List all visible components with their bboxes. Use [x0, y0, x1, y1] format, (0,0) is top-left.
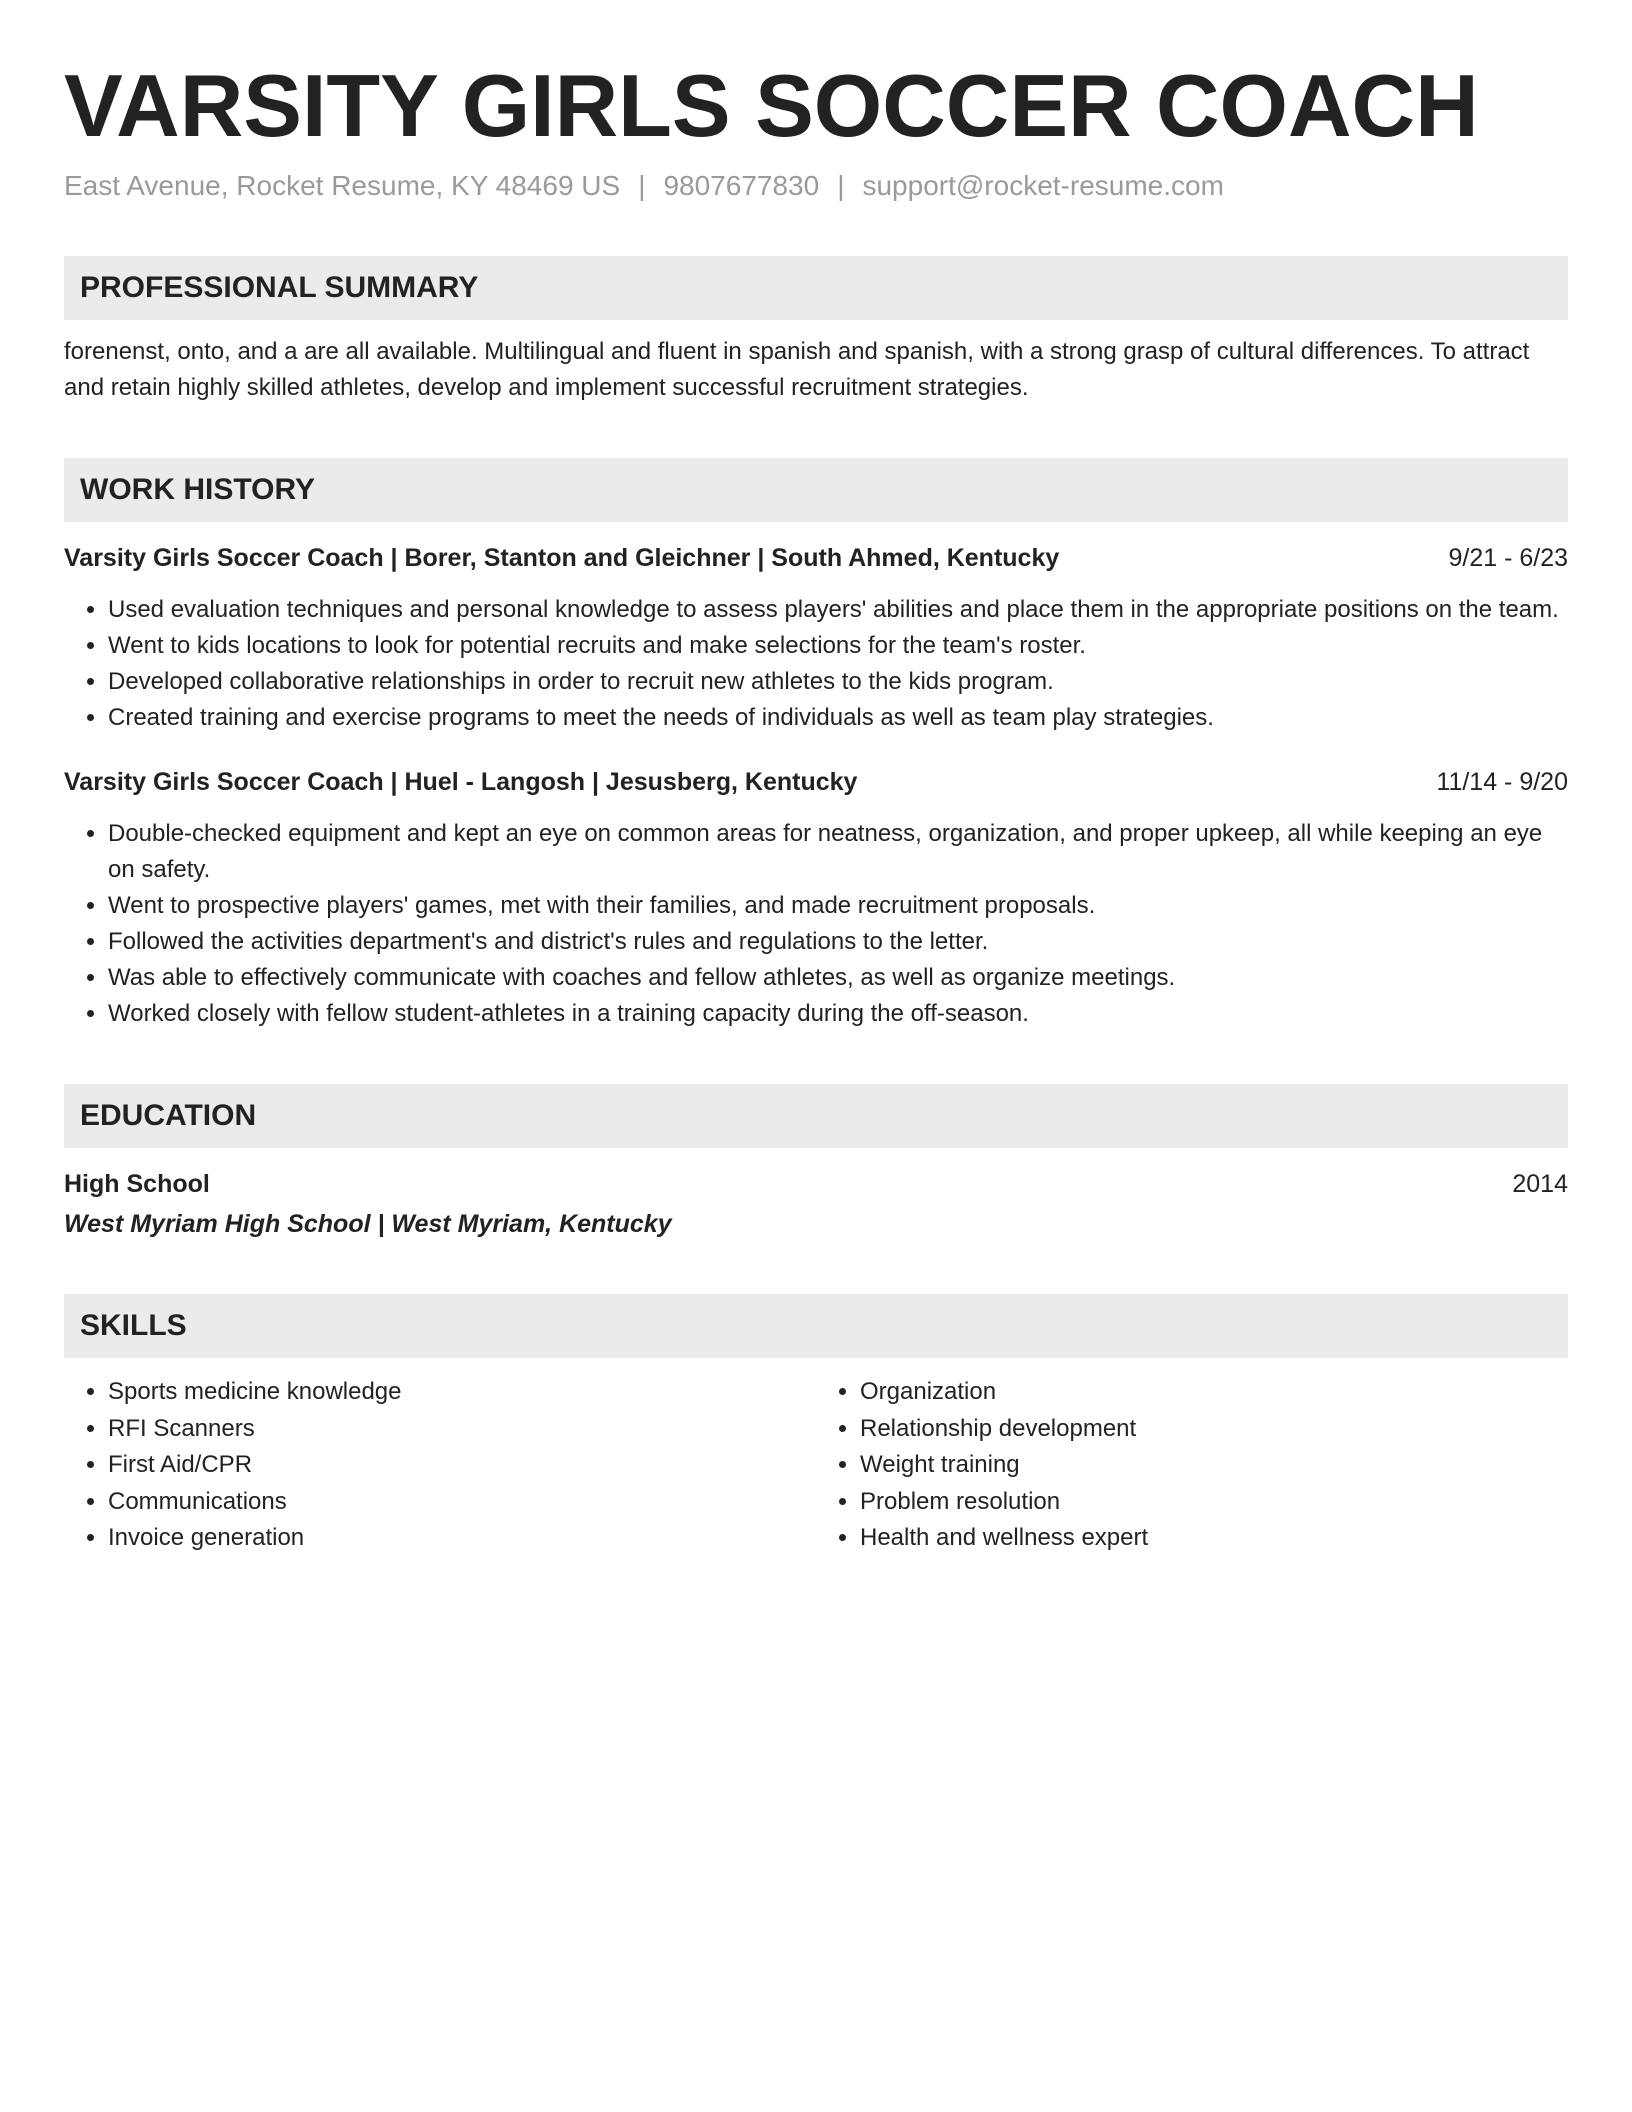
education-entry [64, 1166, 1568, 1242]
skills-list-right [816, 1374, 1568, 1557]
job-title: Varsity Girls Soccer Coach | Huel - Langosh | Jesusberg, Kentucky [64, 768, 858, 796]
job-bullet: • Created training and exercise programs to meet the needs of individuals as well as team play strategies. [108, 700, 1568, 736]
job-bullet: • Worked closely with fellow student-athletes in a training capacity during the off-season. [108, 996, 1568, 1032]
skill-item: • RFI Scanners [108, 1411, 816, 1448]
job-bullet: • Went to prospective players' games, met with their families, and made recruitment proposals. [108, 888, 1568, 924]
job-title: Varsity Girls Soccer Coach | Borer, Stanton and Gleichner | South Ahmed, Kentucky [64, 544, 1060, 572]
education-header [64, 1166, 1568, 1202]
job-entry [64, 540, 1568, 736]
job-bullet: • Used evaluation techniques and personal knowledge to assess players' abilities and place them in the appropriate positions on the team. [108, 592, 1568, 628]
job-bullet-list [64, 592, 1568, 736]
job-dates: 9/21 - 6/23 [1448, 544, 1568, 572]
education-year: 2014 [1512, 1170, 1568, 1198]
skill-item: • Weight training [860, 1447, 1568, 1484]
skill-item: • Relationship development [860, 1411, 1568, 1448]
skills-list-left [64, 1374, 816, 1557]
skill-item: • Health and wellness expert [860, 1520, 1568, 1557]
education-degree: High School [64, 1170, 210, 1198]
contact-phone: 9807677830 [663, 170, 820, 201]
job-header [64, 540, 1568, 576]
summary-text: forenenst, onto, and a are all available. Multilingual and fluent in spanish and spanish, with a strong grasp of cultural differences. To attract and retain highly skilled athletes, develop and implement successful recruitment strategies. [64, 338, 1530, 401]
job-bullet: • Was able to effectively communicate with coaches and fellow athletes, as well as organize meetings. [108, 960, 1568, 996]
candidate-name: VARSITY GIRLS SOCCER COACH [64, 56, 1479, 155]
section-heading-education: EDUCATION [64, 1084, 1568, 1148]
section-heading-skills: SKILLS [64, 1294, 1568, 1358]
contact-line [64, 168, 1568, 204]
job-dates: 11/14 - 9/20 [1436, 768, 1568, 796]
job-bullet-list [64, 816, 1568, 1032]
contact-separator: | [837, 170, 845, 201]
section-heading-work-history: WORK HISTORY [64, 458, 1568, 522]
skill-item: • Sports medicine knowledge [108, 1374, 816, 1411]
job-entry [64, 764, 1568, 1032]
skill-item: • Invoice generation [108, 1520, 816, 1557]
skill-item: • Organization [860, 1374, 1568, 1411]
skill-item: • Communications [108, 1484, 816, 1521]
section-heading-summary: PROFESSIONAL SUMMARY [64, 256, 1568, 320]
contact-separator: | [638, 170, 646, 201]
education-school: West Myriam High School | West Myriam, Kentucky [64, 1210, 672, 1238]
job-bullet: • Double-checked equipment and kept an eye on common areas for neatness, organization, and proper upkeep, all while keeping an eye on safety. [108, 816, 1568, 888]
skill-item: • Problem resolution [860, 1484, 1568, 1521]
skills-columns [64, 1374, 1568, 1557]
job-header [64, 764, 1568, 800]
job-bullet: • Developed collaborative relationships in order to recruit new athletes to the kids program. [108, 664, 1568, 700]
job-bullet: • Followed the activities department's and district's rules and regulations to the letter. [108, 924, 1568, 960]
contact-email: support@rocket-resume.com [862, 170, 1224, 201]
skill-item: • First Aid/CPR [108, 1447, 816, 1484]
job-bullet: • Went to kids locations to look for potential recruits and make selections for the team's roster. [108, 628, 1568, 664]
contact-address: East Avenue, Rocket Resume, KY 48469 US [64, 170, 621, 201]
